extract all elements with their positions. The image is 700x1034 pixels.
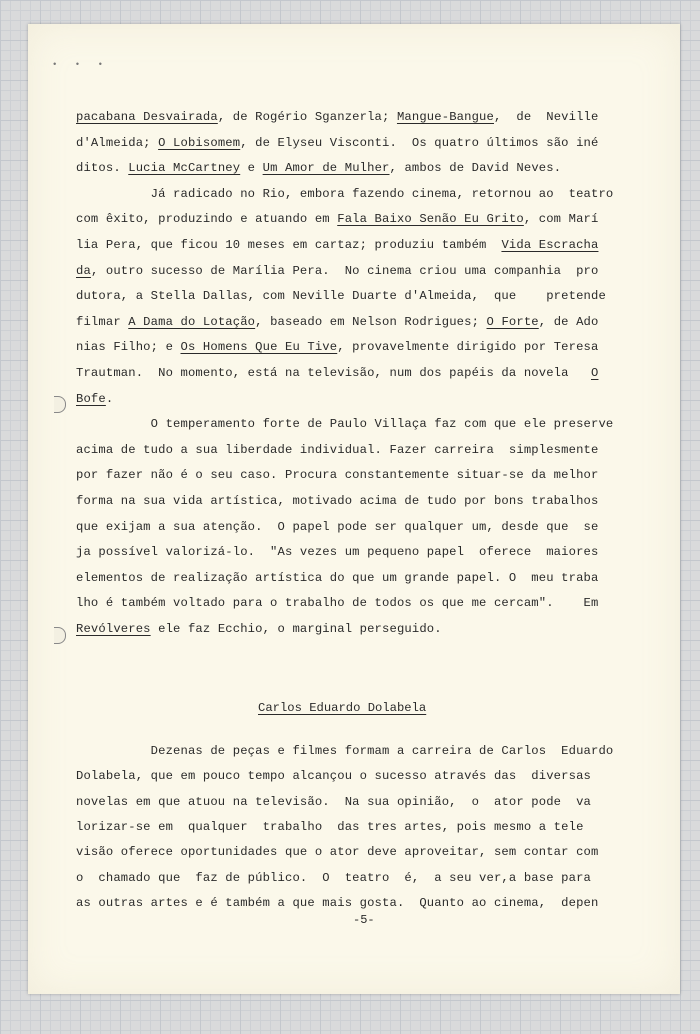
text-run: lia Pera, que ficou 10 meses em cartaz; produziu também — [76, 238, 502, 252]
section-heading: Carlos Eduardo Dolabela — [258, 701, 427, 715]
text-line — [76, 389, 626, 409]
ink-specks: • • • — [52, 60, 110, 70]
text-run: O temperamento forte de Paulo Villaça faz com que ele preserve — [76, 417, 614, 432]
underlined-title: O Forte — [486, 314, 539, 329]
underlined-title: A Dama do Lotação — [128, 314, 256, 329]
underlined-title: O — [591, 366, 599, 380]
text-line — [76, 766, 626, 786]
text-run: , de Rogério Sganzerla; — [217, 110, 397, 124]
text-line — [76, 792, 626, 812]
text-run: lorizar-se em qualquer trabalho das tres artes, pois mesmo a tele — [76, 819, 584, 834]
text-run: lho é também voltado para o trabalho de todos os que me cercam". Em — [76, 596, 599, 611]
text-line — [76, 235, 626, 255]
text-run: , baseado em Nelson Rodrigues; — [255, 314, 487, 329]
text-run: e — [240, 161, 263, 176]
text-run: forma na sua vida artística, motivado acima de tudo por bons trabalhos — [76, 494, 599, 508]
text-run: filmar — [76, 314, 129, 329]
text-run: , de Neville — [493, 110, 599, 124]
text-run: . — [105, 391, 114, 406]
text-line — [76, 568, 626, 588]
text-line — [76, 893, 626, 913]
text-line — [76, 184, 626, 204]
text-run: , de Ado — [538, 314, 599, 329]
text-run: dutora, a Stella Dallas, com Neville Duarte d'Almeida, que pretende — [76, 289, 606, 304]
underlined-title: Fala Baixo Senão Eu Grito — [337, 212, 524, 227]
underlined-title: Lucia McCartney — [128, 161, 241, 176]
text-run: que exijam a sua atenção. O papel pode ser qualquer um, desde que se — [76, 519, 599, 534]
underlined-title: O Lobisomem — [158, 135, 241, 150]
text-line — [76, 517, 626, 537]
text-run: elementos de realização artística do que um grande papel. O meu traba — [76, 570, 599, 585]
text-run: o chamado que faz de público. O teatro é, a seu ver,a base para — [76, 870, 591, 885]
underlined-title: Os Homens Que Eu Tive — [180, 340, 338, 355]
text-line — [76, 414, 626, 434]
text-run: Dolabela, que em pouco tempo alcançou o sucesso através das diversas — [76, 769, 591, 784]
text-run: acima de tudo a sua liberdade individual. Fazer carreira simplesmente — [76, 442, 599, 457]
text-line — [76, 286, 626, 306]
text-line — [76, 312, 626, 332]
underlined-title: Um Amor de Mulher — [262, 161, 390, 176]
text-line — [76, 817, 626, 837]
text-line — [76, 261, 626, 281]
text-run: , com Marí — [523, 212, 599, 227]
underlined-title: da — [76, 263, 91, 278]
text-line — [76, 337, 626, 357]
text-line — [76, 440, 626, 460]
text-run: por fazer não é o seu caso. Procura constantemente situar-se da melhor — [76, 468, 599, 483]
page-number: -5- — [353, 913, 375, 927]
underlined-title: Revólveres — [76, 622, 151, 636]
text-run: Dezenas de peças e filmes formam a carreira de Carlos Eduardo — [76, 744, 614, 758]
text-line — [76, 209, 626, 229]
text-run: , outro sucesso de Marília Pera. No cinema criou uma companhia pro — [90, 263, 599, 278]
text-run: , de Elyseu Visconti. Os quatro últimos são iné — [240, 135, 599, 150]
text-run: , ambos de David Neves. — [389, 161, 562, 176]
text-line — [76, 542, 626, 562]
text-run: ja possível valorizá-lo. "As vezes um pequeno papel oferece maiores — [76, 545, 599, 560]
text-line — [76, 133, 626, 153]
text-line — [76, 363, 626, 383]
text-run: novelas em que atuou na televisão. Na sua opinião, o ator pode va — [76, 794, 591, 809]
text-line — [76, 741, 626, 761]
text-run: ditos. — [76, 161, 129, 176]
underlined-title: Bofe — [76, 391, 106, 406]
text-line — [76, 842, 626, 862]
text-line — [76, 619, 626, 639]
text-line — [76, 868, 626, 888]
text-line — [76, 593, 626, 613]
underlined-title: Vida Escracha — [501, 238, 599, 252]
text-line — [76, 107, 626, 127]
underlined-title: Mangue-Bangue — [396, 110, 494, 124]
text-run: as outras artes e é também a que mais gosta. Quanto ao cinema, depen — [76, 895, 599, 910]
text-run: com êxito, produzindo e atuando em — [76, 212, 338, 227]
text-run: ele faz Ecchio, o marginal perseguido. — [150, 622, 442, 636]
text-line — [76, 158, 626, 178]
text-run: nias Filho; e — [76, 340, 181, 355]
text-run: d'Almeida; — [76, 135, 159, 150]
text-line — [76, 491, 626, 511]
underlined-title: pacabana Desvairada — [76, 110, 218, 124]
text-run: Já radicado no Rio, embora fazendo cinema, retornou ao teatro — [76, 186, 614, 201]
text-run: , provavelmente dirigido por Teresa — [337, 340, 599, 355]
punch-hole-bottom — [54, 627, 66, 644]
text-run: visão oferece oportunidades que o ator deve aproveitar, sem contar com — [76, 845, 599, 860]
text-run: Trautman. No momento, está na televisão, num dos papéis da novela — [76, 366, 591, 380]
text-line — [76, 465, 626, 485]
punch-hole-top — [54, 396, 66, 413]
